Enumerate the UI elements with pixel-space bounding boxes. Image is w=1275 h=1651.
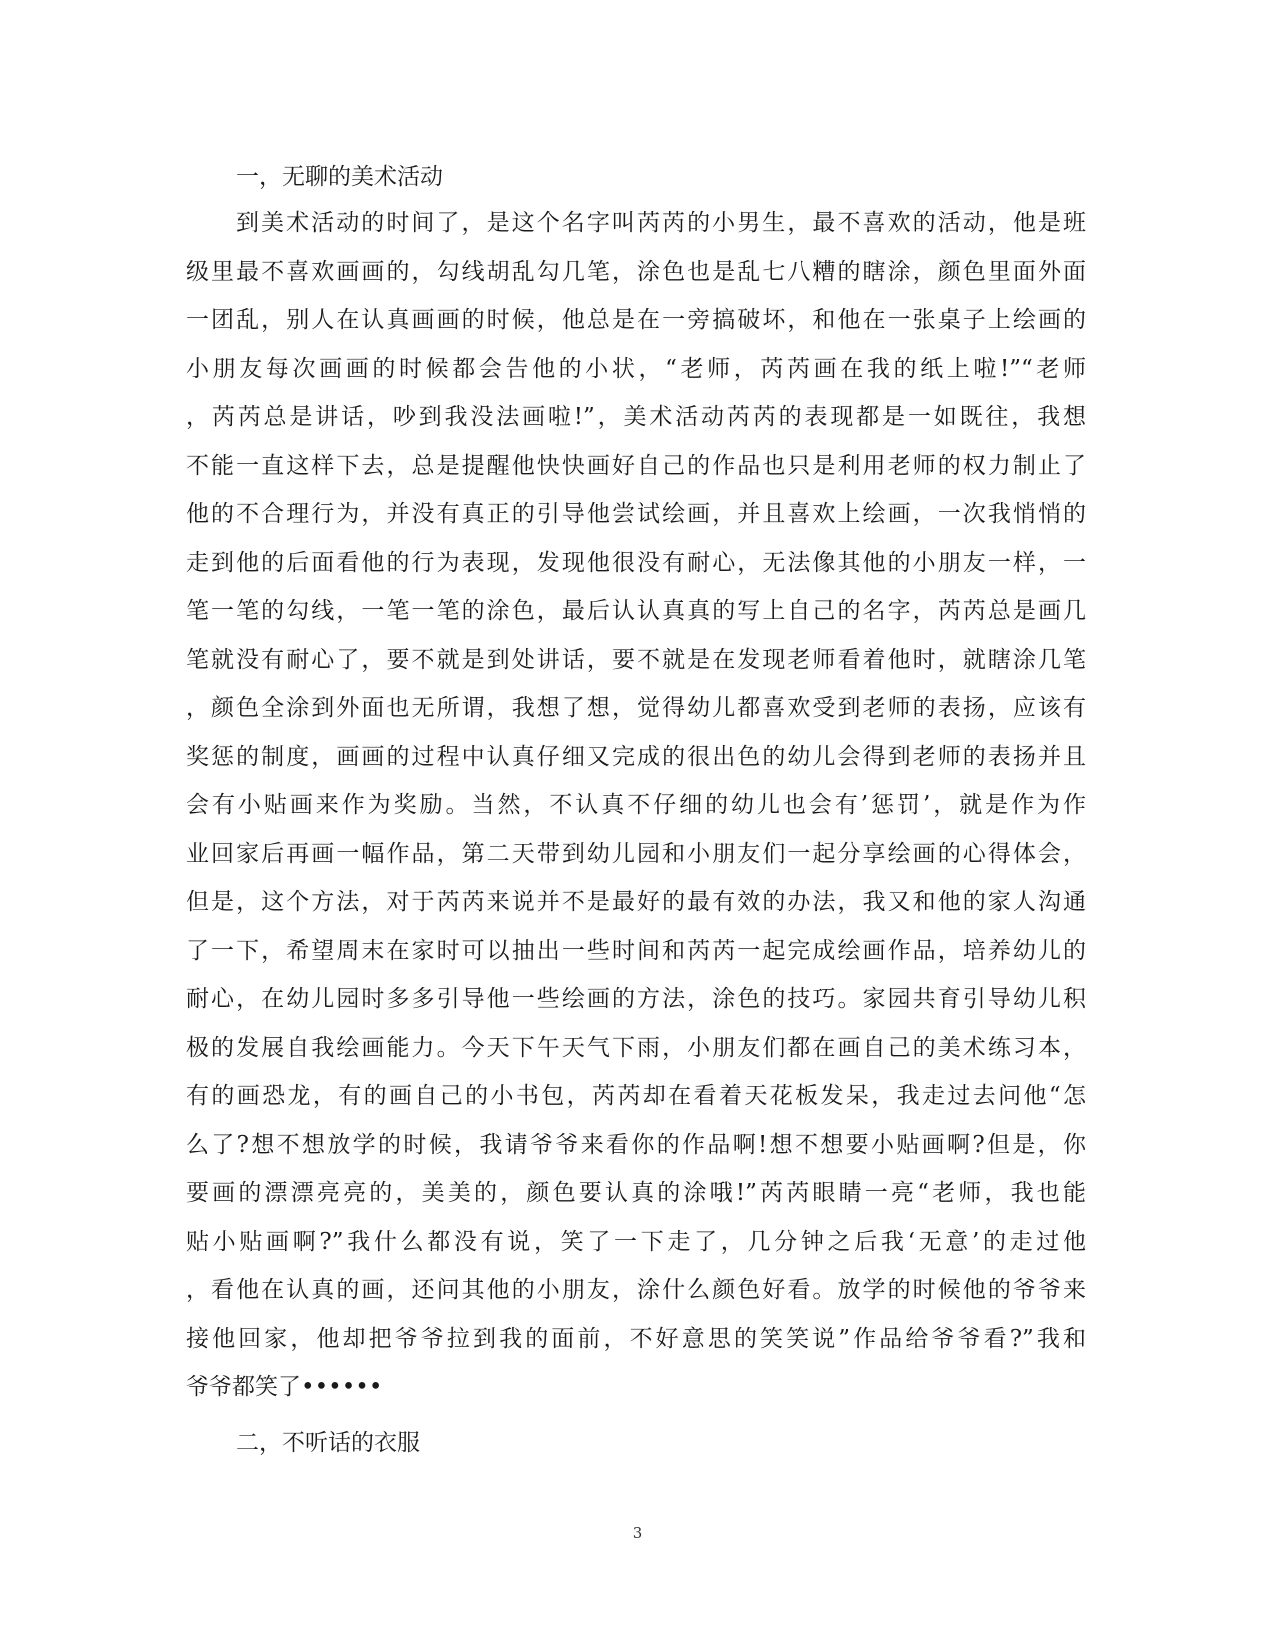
paragraph-line: 到美术活动的时间了，是这个名字叫芮芮的小男生，最不喜欢的活动，他是班 <box>236 210 1086 236</box>
paragraph-line: 接他回家，他却把爷爷拉到我的面前，不好意思的笑笑说”作品给爷爷看?”我和 <box>186 1325 1086 1352</box>
paragraph-line: 了一下，希望周末在家时可以抽出一些时间和芮芮一起完成绘画作品，培养幼儿的 <box>186 937 1086 964</box>
paragraph-line: 级里最不喜欢画画的，勾线胡乱勾几笔，涂色也是乱七八糟的瞎涂，颜色里面外面 <box>186 258 1086 285</box>
paragraph-line: 笔就没有耐心了，要不就是到处讲话，要不就是在发现老师看着他时，就瞎涂几笔 <box>186 646 1086 673</box>
paragraph-line: 么了?想不想放学的时候，我请爷爷来看你的作品啊!想不想要小贴画啊?但是，你 <box>186 1131 1086 1158</box>
paragraph-line: 一团乱，别人在认真画画的时候，他总是在一旁搞破坏，和他在一张桌子上绘画的 <box>186 307 1086 333</box>
paragraph-line: 有的画恐龙，有的画自己的小书包，芮芮却在看着天花板发呆，我走过去问他“怎 <box>186 1083 1086 1109</box>
paragraph-line: 不能一直这样下去，总是提醒他快快画好自己的作品也只是利用老师的权力制止了 <box>186 452 1086 479</box>
paragraph-line: 爷爷都笑了•••••• <box>186 1374 383 1400</box>
paragraph-line: 小朋友每次画画的时候都会告他的小状，“老师，芮芮画在我的纸上啦!”“老师 <box>186 355 1086 382</box>
paragraph-line: 要画的漂漂亮亮的，美美的，颜色要认真的涂哦!”芮芮眼睛一亮“老师，我也能 <box>186 1180 1086 1206</box>
paragraph-line: 笔一笔的勾线，一笔一笔的涂色，最后认认真真的写上自己的名字，芮芮总是画几 <box>186 598 1086 624</box>
section-heading-2: 二，不听话的衣服 <box>236 1430 420 1456</box>
paragraph-line: 耐心，在幼儿园时多多引导他一些绘画的方法，涂色的技巧。家园共育引导幼儿积 <box>186 986 1086 1012</box>
paragraph-line: ，颜色全涂到外面也无所谓，我想了想，觉得幼儿都喜欢受到老师的表扬，应该有 <box>186 695 1086 721</box>
paragraph-line: 业回家后再画一幅作品，第二天带到幼儿园和小朋友们一起分享绘画的心得体会， <box>186 840 1086 867</box>
section-heading-1: 一，无聊的美术活动 <box>236 164 443 190</box>
paragraph-line: 贴小贴画啊?”我什么都没有说，笑了一下走了，几分钟之后我‘无意’的走过他 <box>186 1228 1086 1255</box>
page-number: 3 <box>632 1524 643 1542</box>
paragraph-line: ，芮芮总是讲话，吵到我没法画啦!”，美术活动芮芮的表现都是一如既往，我想 <box>186 404 1086 430</box>
paragraph-line: 走到他的后面看他的行为表现，发现他很没有耐心，无法像其他的小朋友一样，一 <box>186 549 1086 576</box>
paragraph-line: 他的不合理行为，并没有真正的引导他尝试绘画，并且喜欢上绘画，一次我悄悄的 <box>186 501 1086 527</box>
paragraph-line: 奖惩的制度，画画的过程中认真仔细又完成的很出色的幼儿会得到老师的表扬并且 <box>186 743 1086 770</box>
paragraph-line: 但是，这个方法，对于芮芮来说并不是最好的最有效的办法，我又和他的家人沟通 <box>186 889 1086 915</box>
paragraph-line: 极的发展自我绘画能力。今天下午天气下雨，小朋友们都在画自己的美术练习本， <box>186 1034 1086 1061</box>
paragraph-line: 会有小贴画来作为奖励。当然，不认真不仔细的幼儿也会有’惩罚’，就是作为作 <box>186 792 1086 818</box>
paragraph-line: ，看他在认真的画，还问其他的小朋友，涂什么颜色好看。放学的时候他的爷爷来 <box>186 1277 1086 1303</box>
section-1-body <box>186 208 1086 1421</box>
